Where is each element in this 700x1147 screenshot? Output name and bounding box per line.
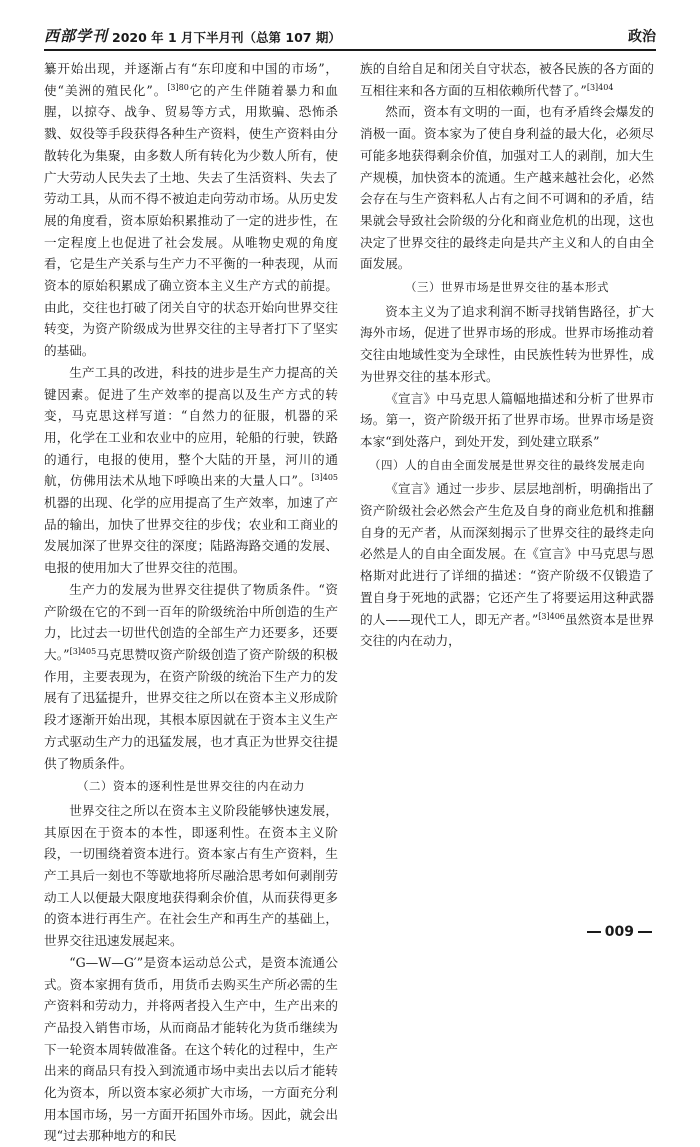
citation-marker: [3]80: [167, 82, 189, 92]
body-paragraph: [44, 579, 338, 774]
right-column: [360, 58, 654, 652]
body-paragraph: [360, 388, 654, 453]
body-paragraph: [360, 58, 654, 101]
paragraph-text: 生产工具的改进，科技的进步是生产力提高的关键因素。促进了生产效率的提高以及生产方式的转变，马克思这样写道：“自然力的征服，机器的采用，化学在工业和农业中的应用，轮船的行驶，铁路的通行，电报的使用，整个大陆的开垦，河川的通航，仿佛用法术从地下呼唤出来的大量人口”。: [44, 364, 338, 489]
header-left: [44, 25, 341, 46]
section-subheading: （四）人的自由全面发展是世界交往的最终发展走向: [369, 457, 645, 472]
paragraph-text: 纂开始出现，并逐渐占有“东印度和中国的市场”，使“美洲的殖民化”。: [44, 61, 338, 98]
paragraph-text: 资本主义为了追求利润不断寻找销售路径，扩大海外市场，促进了世界市场的形成。世界市场推动着交往由地域性变为全球性，由民族性转为世界性，成为世界交往的基本形式。: [360, 303, 654, 384]
paragraph-text: 族的自给自足和闭关自守状态，被各民族的各方面的互相往来和各方面的互相依赖所代替了。”: [360, 61, 654, 98]
body-paragraph: [360, 301, 654, 388]
body-paragraph: [44, 362, 338, 579]
running-header: [44, 20, 656, 51]
paragraph-text-continued: 机器的出现、化学的应用提高了生产效率，加速了产品的输出，加快了世界交往的步伐；农业和工商业的发展加深了世界交往的深度；陆路海路交通的发展、电报的使用加大了世界交往的范围。: [44, 495, 338, 576]
citation-marker: [3]406: [538, 611, 565, 621]
section-subheading: （二）资本的逐利性是世界交往的内在动力: [77, 779, 305, 794]
paragraph-text: “G—W—G′”是资本运动总公式，是资本流通公式。资本家拥有货币，用货币去购买生产所必需的生产资料和劳动力，并将两者投入生产中，生产出来的产品投入销售市场，从而商品才能转化为货币继续为下一轮资本周转做准备。在这个转化的过程中，生产出来的商品只有投入到流通市场中卖出去以后才能转化为资本，所以资本家必须扩大市场，一方面充分利用本国市场，另一方面开拓国外市场。因此，就会出现“过去那种地方的和民: [44, 954, 338, 1144]
body-paragraph: [360, 101, 654, 275]
body-paragraph: [44, 800, 338, 952]
issue-line: 2020 年 1 月下半月刊（总第 107 期）: [112, 30, 341, 45]
paragraph-text-continued: 马克思赞叹资产阶级创造了资产阶级的积极作用，主要表现为，在资产阶级的统治下生产力的发展有了迅猛提升，世界交往之所以在资本主义形成阶段才逐渐开始出现，其根本原因就在于资本主义生产方式驱动生产力的迅猛发展，也才真正为世界交往提供了物质条件。: [44, 646, 339, 771]
citation-marker: [3]405: [311, 473, 338, 483]
paragraph-text-continued: 虽然资本是世界交往的内在动力，: [360, 611, 655, 649]
page-number: 009: [583, 924, 656, 940]
section-tag: 政治: [628, 29, 656, 45]
left-column: [44, 58, 338, 1147]
body-paragraph: [44, 952, 338, 1147]
paragraph-text: 然而，资本有文明的一面，也有矛盾终会爆发的消极一面。资本家为了使自身利益的最大化，必须尽可能多地获得剩余价值，加强对工人的剥削，加大生产规模，加快资本的流通。生产越来越社会化，必然会存在与生产资料私人占有之间不可调和的矛盾，结果就会导致社会阶级的分化和商业危机的出现，这也决定了世界交往的最终走向是共产主义和人的自由全面发展。: [360, 104, 654, 272]
body-paragraph: [360, 478, 654, 652]
journal-logo: 西部学刊: [44, 27, 109, 45]
paragraph-text: 《宣言》中马克思人篇幅地描述和分析了世界市场。第一，资产阶级开拓了世界市场。世界市场是资本家“到处落户，到处开发，到处建立联系”: [360, 390, 654, 449]
body-paragraph: [44, 58, 338, 362]
paragraph-text-continued: 它的产生伴随着暴力和血腥，以掠夺、战争、贸易等方式，用欺骗、恐怖杀戮、奴役等手段获得各种生产资料，使生产资料由分散转化为集聚，由多数人所有转化为少数人所有，使广大劳动人民失去了土地、失去了生活资料、失去了劳动工具，从而不得不被迫走向劳动市场。从历史发展的角度看，资本原始积累推动了一定的进步性，在一定程度上也促进了社会发展。从唯物史观的角度看，它是生产关系与生产力不平衡的一种表现，从而资本的原始积累成了确立资本主义生产方式的前提。由此，交往也打破了闭关自守的状态开始向世界交往转变，为资产阶级成为世界交往的主导者打下了坚实的基础。: [44, 82, 338, 359]
paragraph-text: 《宣言》通过一步步、层层地剖析，明确指出了资产阶级社会必然会产生危及自身的商业危机和推翻自身的无产者，从而深刻揭示了世界交往的最终走向必然是人的自由全面发展。在《宣言》中马克思与恩格斯对此进行了详细的描述：“资产阶级不仅锻造了置自身于死地的武器；它还产生了将要运用这种武器的人——现代工人，即无产者。”: [360, 481, 654, 627]
paragraph-text: 世界交往之所以在资本主义阶段能够快速发展，其原因在于资本的本性，即逐利性。在资本主义阶段，一切围绕着资本进行。资本家占有生产资料，生产工具后一刻也不等歇地将所尽融洽思考如何剥削劳动工人以便最大限度地获得剩余价值，从而获得更多的资本进行再生产。在社会生产和再生产的基础上，世界交往迅速发展起来。: [44, 802, 338, 949]
citation-marker: [3]404: [586, 82, 614, 92]
paragraph-text: 生产力的发展为世界交往提供了物质条件。“资产阶级在它的不到一百年的阶级统治中所创造的生产力，比过去一切世代创造的全部生产力还要多，还要大。”: [44, 581, 338, 662]
citation-marker: [3]405: [69, 646, 97, 656]
section-subheading: （三）世界市场是世界交往的基本形式: [405, 280, 609, 295]
